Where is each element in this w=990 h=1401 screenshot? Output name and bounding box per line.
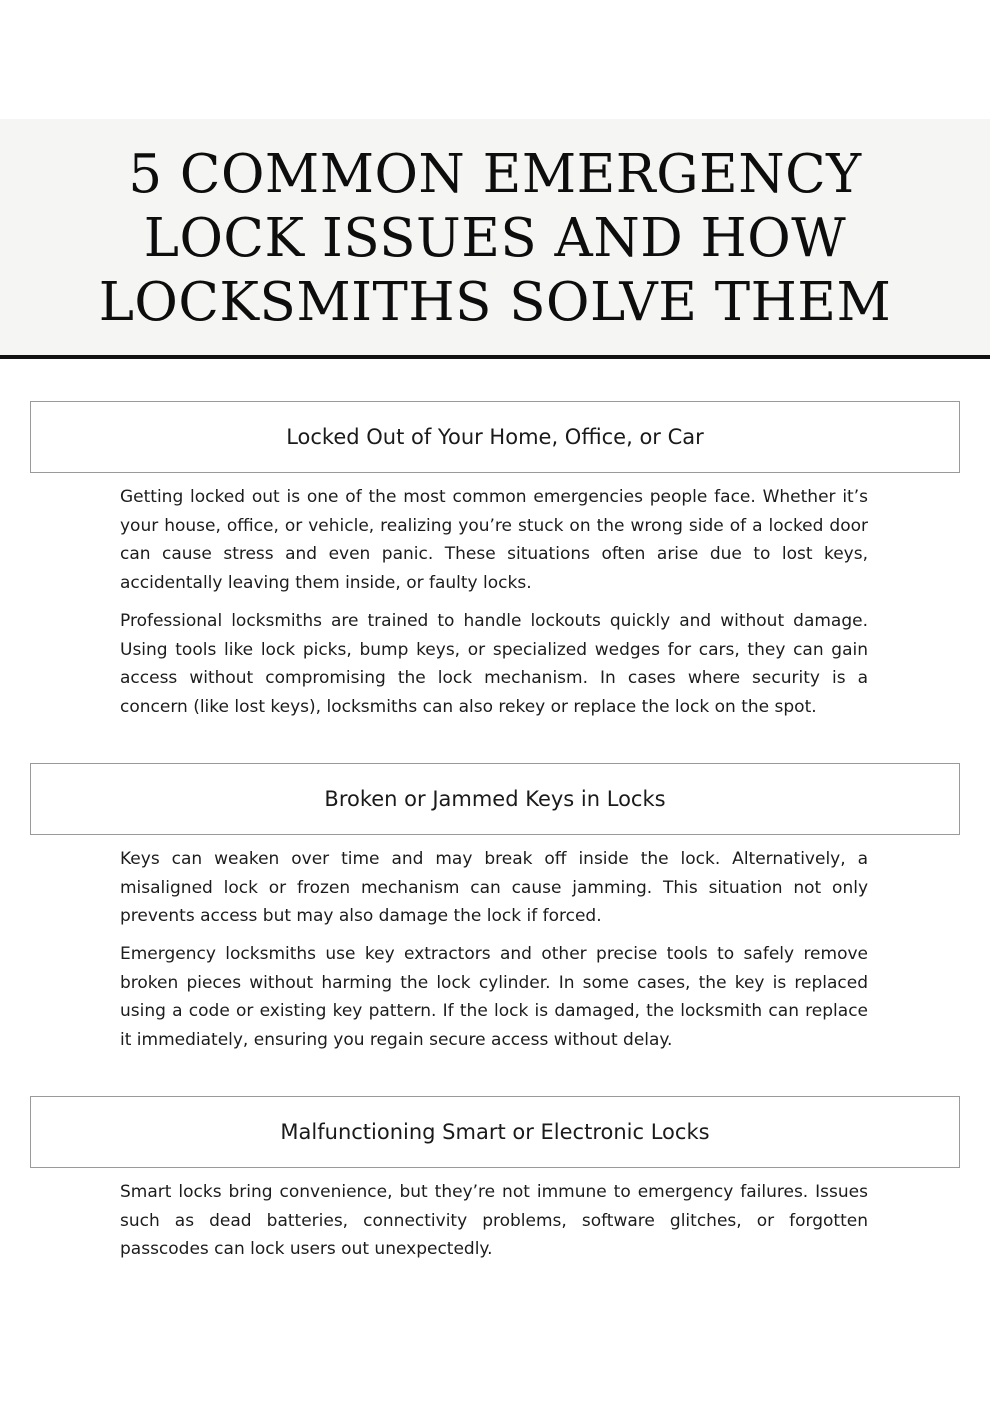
page-title-line-1: 5 COMMON EMERGENCY [128,144,862,205]
paragraph: Smart locks bring convenience, but they’re not immune to emergency failures. Issues such as dead batteries, connectivity problems, software glitches, or forgotten passcodes can lock users out unexpectedly. [120,1182,868,1260]
page-title-line-3: LOCKSMITHS SOLVE THEM [98,272,892,333]
paragraph: Emergency locksmiths use key extractors and other precise tools to safely remove broken pieces without harming the lock cylinder. In some cases, the key is replaced using a code or existing key pattern. If the lock is damaged, the locksmith can replace it immediately, ensuring you regain secure access without delay. [120,944,868,1050]
paragraph: Keys can weaken over time and may break off inside the lock. Alternatively, a misaligned lock or frozen mechanism can cause jamming. This situation not only prevents access but may also damage the lock if forced. [120,849,868,927]
page-title-line-2: LOCK ISSUES AND HOW [143,208,847,269]
section-heading: Broken or Jammed Keys in Locks [324,787,666,811]
section-header-smart-locks [30,1096,960,1168]
section-heading: Locked Out of Your Home, Office, or Car [286,425,704,449]
paragraph: Getting locked out is one of the most common emergencies people face. Whether it’s your house, office, or vehicle, realizing you’re stuck on the wrong side of a locked door can cause stress and even panic. These situations often arise due to lost keys, accidentally leaving them inside, or faulty locks. [120,487,868,593]
title-banner [0,119,990,359]
section-heading: Malfunctioning Smart or Electronic Locks [280,1120,710,1144]
section-header-lockout [30,401,960,473]
paragraph: Professional locksmiths are trained to handle lockouts quickly and without damage. Using tools like lock picks, bump keys, or specialized wedges for cars, they can gain access without compromising the lock mechanism. In cases where security is a concern (like lost keys), locksmiths can also rekey or replace the lock on the spot. [120,611,868,717]
section-header-broken-keys [30,763,960,835]
page-title [0,143,990,335]
